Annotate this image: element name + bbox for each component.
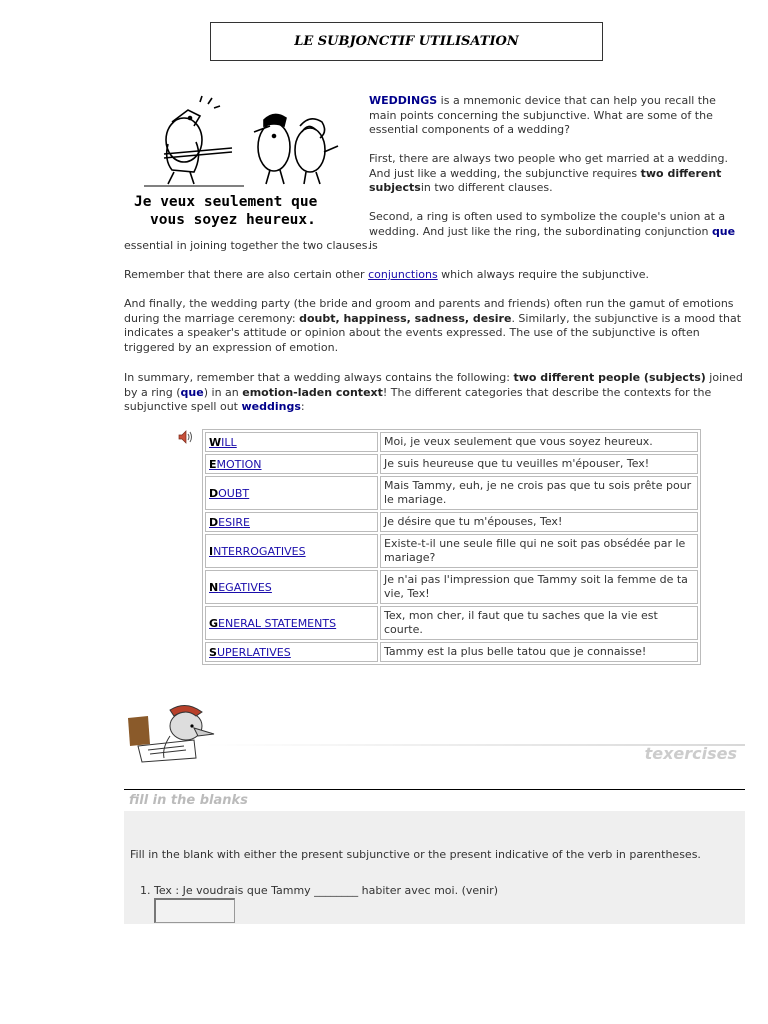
page-title: LE SUBJONCTIF UTILISATION (210, 22, 603, 61)
category-row (205, 476, 698, 510)
question-1-answer-input[interactable] (154, 898, 235, 923)
example-sentence: Tammy est la plus belle tatou que je connaisse! (380, 642, 698, 662)
categories-table (202, 429, 701, 665)
intro-paragraph-3-continued: essential in joining together the two clauses. (124, 239, 371, 252)
category-row (205, 534, 698, 568)
armadillo-cartoon (124, 92, 364, 232)
category-row (205, 512, 698, 532)
category-row (205, 570, 698, 604)
conjunctions-link[interactable]: conjunctions (368, 268, 438, 281)
category-link[interactable]: GENERAL STATEMENTS (209, 616, 337, 630)
speaker-icon[interactable] (178, 430, 194, 444)
category-cell (205, 606, 378, 640)
question-1: 1. Tex : Je voudrais que Tammy ________ habiter avec moi. (venir) (140, 884, 498, 897)
emotions-paragraph: And finally, the wedding party (the bride and groom and parents and friends) often run the gamut of emotions during the marriage ceremony: doubt, happiness, sadness, desire. Similarly, the subjunctive is a mood that indicates a speaker's attitude or opinion about the events expressed. The use of the subjunctive is often triggered by an expression of emotion. (124, 297, 742, 354)
category-cell (205, 454, 378, 474)
category-cell (205, 534, 378, 568)
category-row (205, 432, 698, 452)
category-link[interactable]: DOUBT (209, 486, 250, 500)
question-1-text: Tex : Je voudrais que Tammy ________ habiter avec moi. (venir) (154, 884, 498, 897)
category-cell (205, 512, 378, 532)
summary-paragraph: In summary, remember that a wedding always contains the following: two different people (subjects) joined by a ring (que) in an emotion-laden context! The different categories that describe the contexts for the subjunctive spell out weddings: (124, 371, 743, 414)
exercise-tab: fill in the blanks (124, 792, 253, 809)
texercises-banner (124, 700, 745, 770)
example-sentence: Tex, mon cher, il faut que tu saches que la vie est courte. (380, 606, 698, 640)
cartoon-caption-line2: vous soyez heureux. (150, 212, 316, 228)
category-link[interactable]: SUPERLATIVES (209, 645, 291, 659)
category-link[interactable]: NEGATIVES (209, 580, 272, 594)
example-sentence: Mais Tammy, euh, je ne crois pas que tu sois prête pour le mariage. (380, 476, 698, 510)
example-sentence: Existe-t-il une seule fille qui ne soit pas obsédée par le mariage? (380, 534, 698, 568)
category-cell (205, 642, 378, 662)
category-row (205, 642, 698, 662)
intro-paragraph-1: WEDDINGS is a mnemonic device that can help you recall the main points concerning the subjunctive. What are some of the essential components of a wedding? (369, 94, 716, 137)
category-cell (205, 432, 378, 452)
exercise-header (124, 792, 745, 811)
category-row (205, 606, 698, 640)
category-link[interactable]: EMOTION (209, 457, 262, 471)
intro-paragraph-2: First, there are always two people who get married at a wedding. And just like a wedding, the subjunctive requires two different subjectsin two different clauses. (369, 152, 729, 195)
texercises-label: texercises (644, 744, 737, 763)
intro-paragraph-3: Second, a ring is often used to symbolize the couple's union at a wedding. And just like the ring, the subordinating conjunction que is (369, 210, 736, 253)
exercise-panel (124, 811, 745, 924)
example-sentence: Je n'ai pas l'impression que Tammy soit la femme de ta vie, Tex! (380, 570, 698, 604)
category-row (205, 454, 698, 474)
example-sentence: Je désire que tu m'épouses, Tex! (380, 512, 698, 532)
category-cell (205, 476, 378, 510)
category-cell (205, 570, 378, 604)
category-link[interactable]: DESIRE (209, 515, 250, 529)
category-link[interactable]: WILL (209, 435, 237, 449)
conjunctions-paragraph: Remember that there are also certain other conjunctions which always require the subjunctive. (124, 268, 650, 281)
example-sentence: Je suis heureuse que tu veuilles m'épouser, Tex! (380, 454, 698, 474)
exercise-instructions: Fill in the blank with either the present subjunctive or the present indicative of the verb in parentheses. (130, 848, 701, 861)
category-link[interactable]: INTERROGATIVES (209, 544, 306, 558)
section-divider (124, 789, 745, 790)
example-sentence: Moi, je veux seulement que vous soyez heureux. (380, 432, 698, 452)
cartoon-caption-line1: Je veux seulement que (134, 194, 318, 210)
